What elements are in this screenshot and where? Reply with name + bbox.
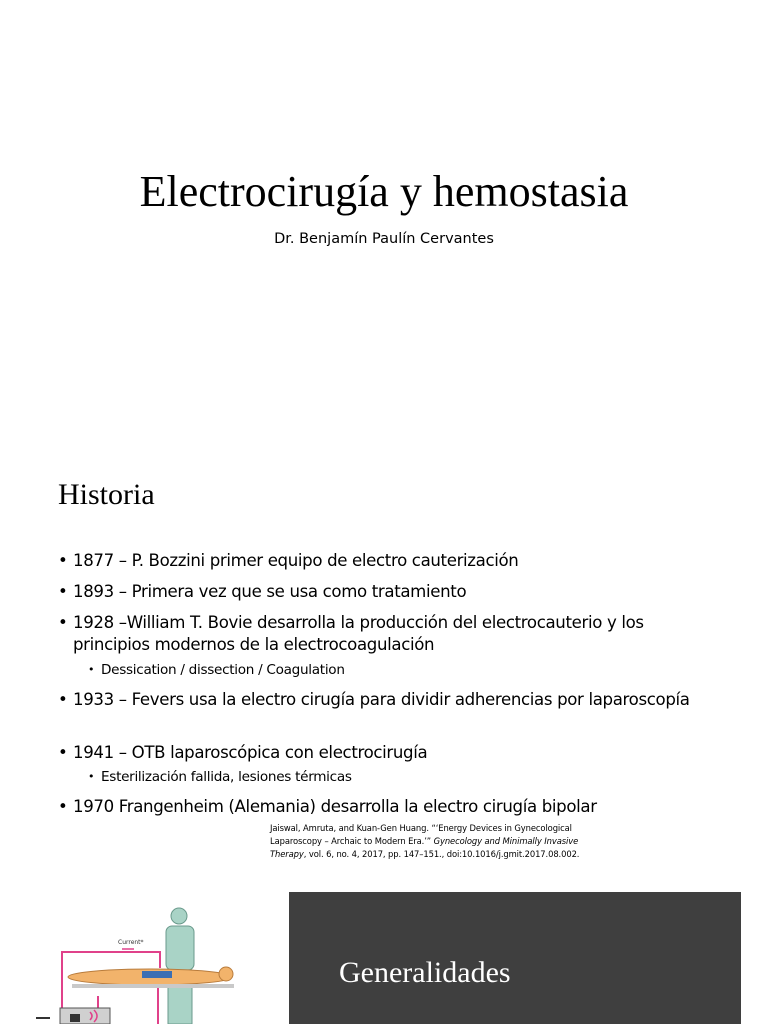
electrosurgery-circuit-diagram [30,892,260,1024]
bullet-item: • 1877 – P. Bozzini primer equipo de electro cauterización [58,550,723,572]
generalities-slide [0,878,768,1024]
section-title-panel [289,892,741,1024]
surgeon-figure-icon [166,908,194,1024]
citation-line: Jaiswal, Amruta, and Kuan-Gen Huang. “‘Energy Devices in Gynecological [270,823,572,833]
slide-heading: Historia [58,478,155,511]
diagram-label: Current* [118,939,144,946]
citation-line: Therapy, vol. 6, no. 4, 2017, pp. 147–151., doi:10.1016/j.gmit.2017.08.002. [270,849,580,859]
bullet-item: • 1893 – Primera vez que se usa como tratamiento [58,581,723,603]
bullet-item: • 1928 –William T. Bovie desarrolla la producción del electrocauterio y los principios modernos de la electrocoagulación [58,612,723,656]
citation [270,822,630,861]
generator-icon [36,1008,110,1024]
title-slide [0,0,768,432]
bullet-item: • 1933 – Fevers usa la electro cirugía para dividir adherencias por laparoscopía [58,689,723,711]
presentation-author: Dr. Benjamín Paulín Cervantes [274,231,494,247]
sub-bullet-item: • Dessication / dissection / Coagulation [88,661,701,679]
patient-figure-icon [68,967,234,988]
bullet-item: • 1970 Frangenheim (Alemania) desarrolla la electro cirugía bipolar [58,796,723,818]
presentation-title: Electrocirugía y hemostasia [139,167,629,216]
citation-line: Laparoscopy – Archaic to Modern Era.’” Gynecology and Minimally Invasive [270,836,579,846]
bullet-item: • 1941 – OTB laparoscópica con electrocirugía [58,742,723,764]
history-slide [0,434,768,878]
sub-bullet-item: • Esterilización fallida, lesiones térmicas [88,768,701,786]
panel-title: Generalidades [339,956,511,989]
